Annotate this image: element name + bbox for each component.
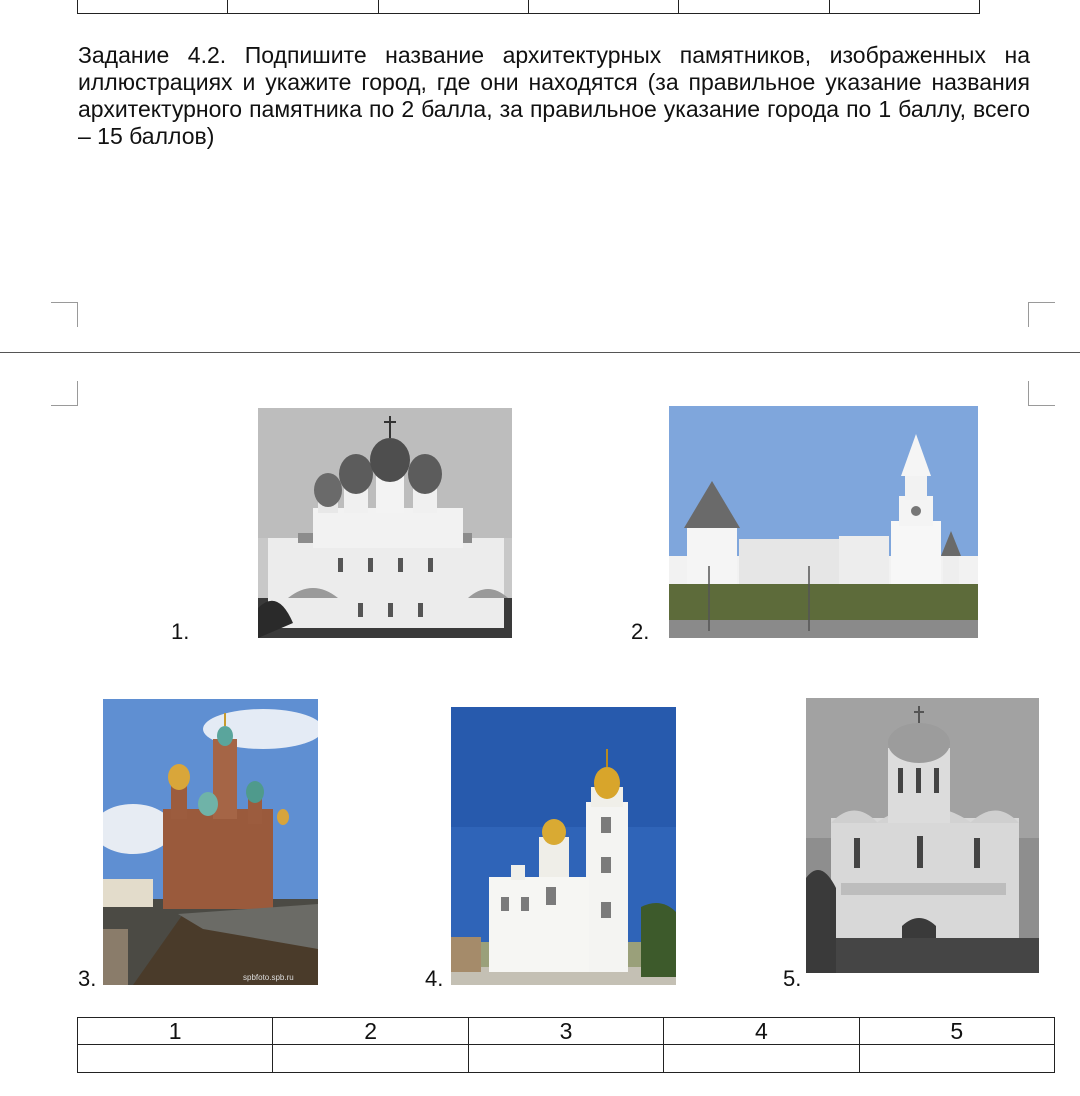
- figure-3-label: 3.: [78, 966, 97, 991]
- answer-table-header: 5: [859, 1018, 1054, 1045]
- table-cell: [228, 0, 378, 14]
- figure-2-image: [669, 406, 978, 638]
- answer-table-header: 1: [78, 1018, 273, 1045]
- watermark-text: spbfoto.spb.ru: [243, 973, 294, 982]
- figure-1-label: 1.: [171, 619, 190, 644]
- table-cell: [829, 0, 979, 14]
- answer-cell-1[interactable]: [78, 1045, 273, 1073]
- figure-5-label: 5.: [783, 966, 802, 991]
- answer-table: [77, 1017, 1055, 1073]
- answer-table-header: 4: [664, 1018, 859, 1045]
- figure-2-label: 2.: [631, 619, 650, 644]
- table-cell: [528, 0, 678, 14]
- previous-answer-table: [77, 0, 980, 14]
- task-description: Задание 4.2. Подпишите название архитектурных памятников, изображенных на иллюстрациях и укажите город, где они находятся (за правильное указание названия архитектурного памятника по 2 балла, за правильное указание города по 1 баллу, всего – 15 баллов): [78, 42, 1030, 149]
- answer-cell-5[interactable]: [859, 1045, 1054, 1073]
- page-corner-mark: [51, 381, 78, 406]
- answer-cell-2[interactable]: [273, 1045, 468, 1073]
- figure-4-image: [451, 707, 676, 985]
- page-corner-mark: [1028, 302, 1055, 327]
- figure-5-image: [806, 698, 1039, 973]
- answer-table-header: 3: [468, 1018, 663, 1045]
- page-corner-mark: [1028, 381, 1055, 406]
- answer-cell-3[interactable]: [468, 1045, 663, 1073]
- figure-3-image: [103, 699, 318, 985]
- answer-cell-4[interactable]: [664, 1045, 859, 1073]
- figure-4-label: 4.: [425, 966, 444, 991]
- table-cell: [78, 0, 228, 14]
- answer-table-header: 2: [273, 1018, 468, 1045]
- table-cell: [679, 0, 829, 14]
- table-cell: [378, 0, 528, 14]
- page-corner-mark: [51, 302, 78, 327]
- figure-1-image: [258, 408, 512, 638]
- page-break-line: [0, 352, 1080, 353]
